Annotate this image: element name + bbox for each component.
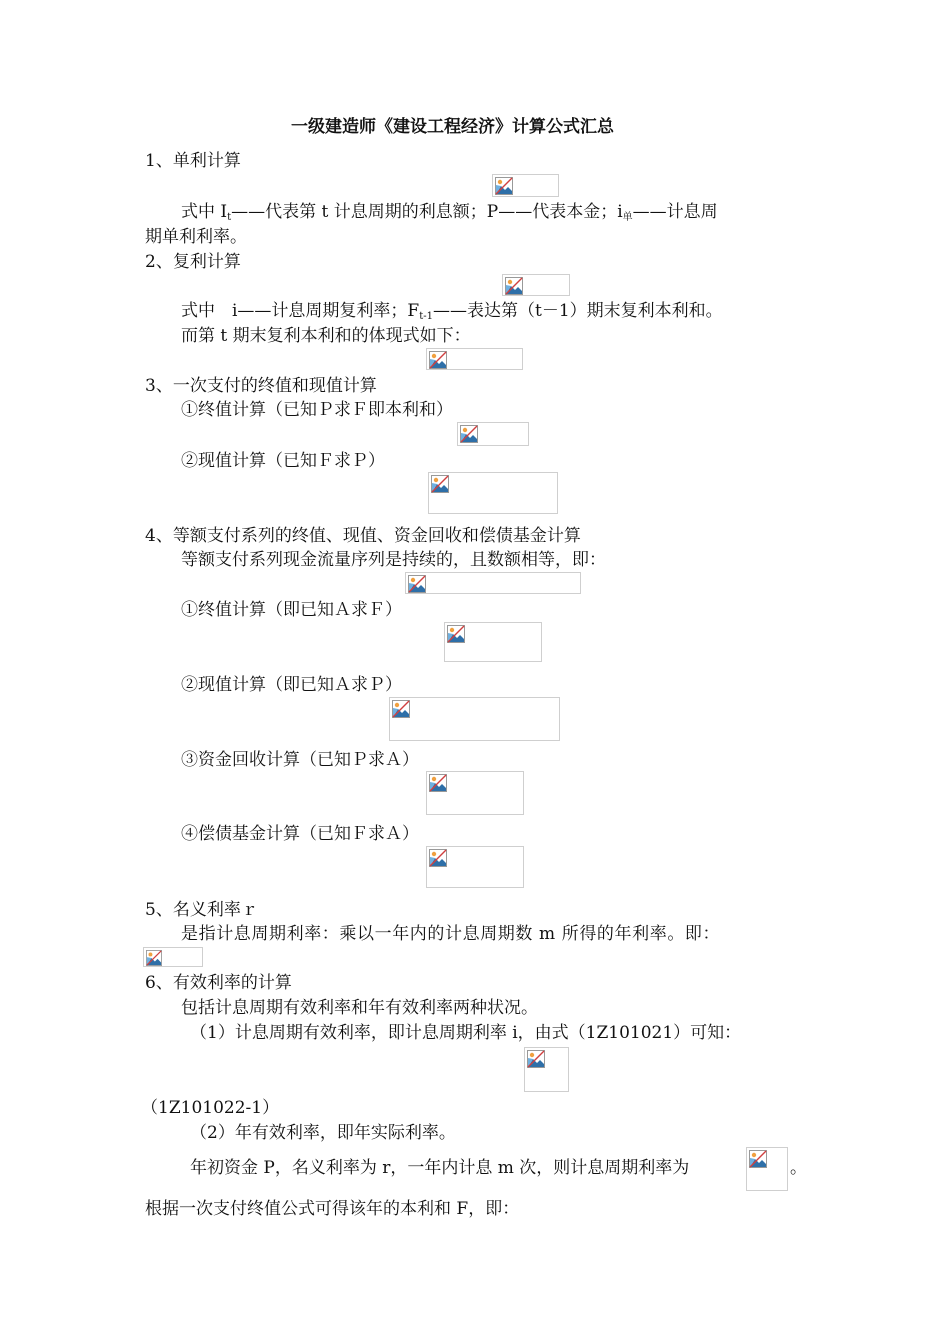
formula-image-capital-recovery [426, 771, 524, 815]
section-4-item-1: ①终值计算（即已知Ａ求Ｆ） [181, 600, 402, 620]
broken-image-icon [749, 1150, 767, 1168]
broken-image-icon [429, 849, 447, 867]
broken-image-icon [392, 700, 410, 718]
broken-image-icon [429, 351, 447, 369]
broken-image-icon [447, 625, 465, 643]
broken-image-icon [408, 575, 426, 593]
section-4-item-3: ③资金回收计算（已知Ｐ求Ａ） [181, 750, 419, 770]
section-6-heading: 6、有效利率的计算 [145, 973, 292, 993]
formula-image-compound-amount [426, 348, 523, 370]
section-3-heading: 3、一次支付的终值和现值计算 [145, 376, 377, 396]
section-6-paragraph-4: 根据一次支付终值公式可得该年的本利和 F，即： [145, 1199, 520, 1219]
section-5-description: 是指计息周期利率：乘以一年内的计息周期数 m 所得的年利率。即： [181, 924, 721, 944]
formula-image-present-value [428, 472, 558, 514]
formula-image-simple-interest [492, 174, 559, 197]
formula-image-sinking-fund [426, 846, 524, 888]
section-6-paragraph-3-end: 。 [790, 1158, 807, 1178]
formula-image-r-over-m [746, 1147, 788, 1191]
section-2-description: 式中 i——计息周期复利率；$F_{t-1}——$表达第（t－1）期末复利本利和。 [181, 301, 723, 322]
section-1-description-line2: 期单利利率。 [145, 227, 247, 247]
section-6-intro: 包括计息周期有效利率和年有效利率两种状况。 [181, 998, 538, 1018]
broken-image-icon [146, 950, 162, 966]
broken-image-icon [505, 277, 523, 295]
section-1-description: 式中 $I_t——$代表第 t 计息周期的利息额；P——代表本金；$i_单——$计息周 [181, 202, 718, 223]
formula-image-annuity-series [405, 572, 581, 594]
section-5-heading: 5、名义利率ｒ [145, 900, 258, 920]
broken-image-icon [495, 177, 513, 195]
section-6-equation-label: （1Z101022-1） [141, 1098, 280, 1118]
section-3-item-1: ①终值计算（已知Ｐ求Ｆ即本利和） [181, 400, 453, 420]
formula-image-period-rate [524, 1047, 569, 1092]
section-4-heading: 4、等额支付系列的终值、现值、资金回收和偿债基金计算 [145, 526, 581, 546]
section-2-heading: 2、复利计算 [145, 252, 241, 272]
section-3-item-2: ②现值计算（已知Ｆ求Ｐ） [181, 451, 385, 471]
broken-image-icon [429, 774, 447, 792]
section-4-intro: 等额支付系列现金流量序列是持续的，且数额相等，即： [181, 550, 606, 570]
formula-image-compound-interest [502, 274, 570, 296]
section-6-paragraph-1: （1）计息周期有效利率，即计息周期利率 i，由式（1Z101021）可知： [190, 1023, 742, 1043]
formula-image-annuity-present-value [389, 697, 560, 741]
formula-image-nominal-rate [143, 947, 203, 967]
section-2-line2: 而第 t 期末复利本利和的体现式如下： [181, 326, 471, 346]
broken-image-icon [460, 425, 478, 443]
formula-image-future-value [457, 422, 529, 446]
broken-image-icon [527, 1050, 545, 1068]
section-4-item-2: ②现值计算（即已知Ａ求Ｐ） [181, 675, 402, 695]
section-4-item-4: ④偿债基金计算（已知Ｆ求Ａ） [181, 824, 419, 844]
broken-image-icon [431, 475, 449, 493]
section-1-heading: 1、单利计算 [145, 151, 241, 171]
section-6-paragraph-3: 年初资金 P，名义利率为 r，一年内计息 m 次，则计息周期利率为 [190, 1158, 690, 1178]
document-title: 一级建造师《建设工程经济》计算公式汇总 [291, 117, 614, 137]
formula-image-annuity-future-value [444, 622, 542, 662]
section-6-paragraph-2: （2）年有效利率，即年实际利率。 [190, 1123, 456, 1143]
